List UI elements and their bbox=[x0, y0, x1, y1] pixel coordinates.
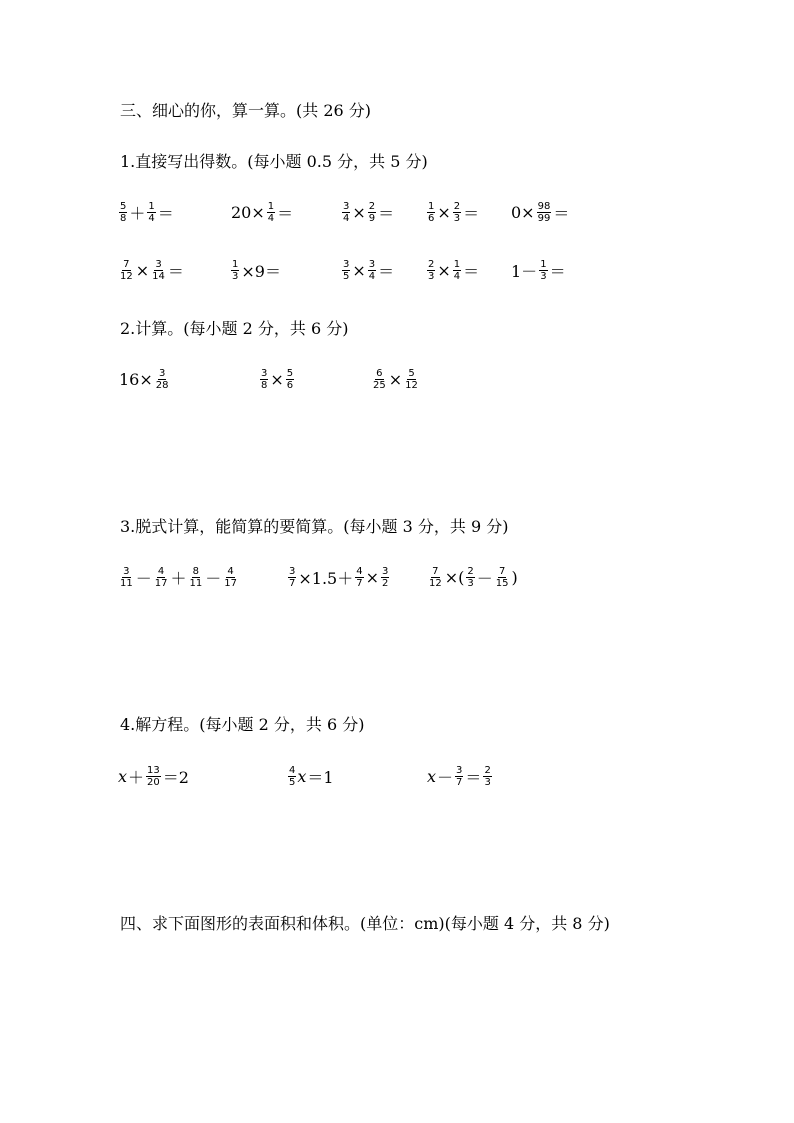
q1-row1-item-4 bbox=[426, 195, 480, 229]
fraction bbox=[342, 259, 350, 282]
denominator: 25 bbox=[373, 379, 386, 391]
numerator: 3 bbox=[456, 764, 463, 776]
operator-text: ＝ bbox=[553, 203, 570, 223]
q2-item-3 bbox=[371, 362, 420, 396]
numerator: 6 bbox=[376, 367, 383, 379]
operator-text: － bbox=[476, 568, 493, 588]
denominator: 99 bbox=[537, 212, 551, 224]
numerator: 2 bbox=[368, 200, 376, 212]
operator-text: × bbox=[437, 260, 451, 280]
fraction bbox=[146, 765, 161, 788]
fraction bbox=[288, 566, 296, 589]
q4-item-1 bbox=[118, 759, 190, 793]
operator-text: 20× bbox=[231, 202, 265, 222]
fraction bbox=[260, 368, 268, 391]
variable: x bbox=[427, 766, 437, 786]
numerator: 2 bbox=[428, 258, 435, 270]
operator-text: ＝ bbox=[463, 261, 480, 281]
denominator: 3 bbox=[428, 270, 435, 282]
q3-title: 3.脱式计算，能简算的要简算。(每小题 3 分，共 9 分) bbox=[120, 517, 509, 536]
fraction bbox=[368, 201, 376, 224]
operator-text: ＝ bbox=[157, 203, 174, 223]
numerator: 3 bbox=[289, 565, 296, 577]
denominator: 4 bbox=[148, 212, 155, 224]
numerator: 3 bbox=[158, 367, 166, 379]
numerator: 5 bbox=[408, 367, 415, 379]
fraction bbox=[428, 566, 443, 589]
denominator: 4 bbox=[343, 212, 350, 224]
denominator: 3 bbox=[453, 212, 461, 224]
operator-text: × bbox=[437, 202, 451, 222]
operator-text: × bbox=[270, 369, 284, 389]
numerator: 3 bbox=[343, 258, 350, 270]
denominator: 17 bbox=[224, 577, 237, 589]
denominator: 8 bbox=[120, 212, 127, 224]
denominator: 2 bbox=[382, 577, 389, 589]
denominator: 6 bbox=[286, 379, 294, 391]
operator-text: 1－ bbox=[511, 261, 538, 281]
operator-text: 0× bbox=[511, 202, 535, 222]
q1-row1-item-5 bbox=[510, 195, 570, 229]
operator-text: ×( bbox=[444, 567, 465, 587]
operator-text: ＝2 bbox=[162, 767, 189, 787]
operator-text: ＝1 bbox=[307, 767, 334, 787]
numerator: 13 bbox=[147, 764, 160, 776]
fraction bbox=[453, 201, 461, 224]
denominator: 12 bbox=[429, 577, 442, 589]
operator-text: ＝ bbox=[167, 261, 184, 281]
denominator: 17 bbox=[154, 577, 168, 589]
numerator: 4 bbox=[289, 764, 296, 776]
denominator: 9 bbox=[368, 212, 376, 224]
q1-row2-item-2 bbox=[230, 253, 282, 287]
q2-item-1 bbox=[118, 362, 171, 396]
fraction bbox=[372, 368, 387, 391]
operator-text: × bbox=[388, 369, 403, 389]
denominator: 5 bbox=[343, 270, 350, 282]
q1-row1-item-3 bbox=[341, 195, 395, 229]
fraction bbox=[537, 201, 552, 224]
fraction bbox=[404, 368, 419, 391]
operator-text: ＝ bbox=[378, 203, 395, 223]
denominator: 11 bbox=[120, 577, 133, 589]
operator-text: ＋ bbox=[129, 203, 146, 223]
numerator: 98 bbox=[537, 200, 551, 212]
denominator: 7 bbox=[289, 577, 296, 589]
fraction bbox=[453, 259, 461, 282]
denominator: 7 bbox=[456, 776, 463, 788]
operator-text: ＝ bbox=[549, 261, 566, 281]
numerator: 2 bbox=[467, 565, 474, 577]
section4-title: 四、求下面图形的表面积和体积。(单位：cm)(每小题 4 分，共 8 分) bbox=[120, 914, 610, 933]
fraction bbox=[355, 566, 363, 589]
numerator: 1 bbox=[232, 258, 239, 270]
numerator: 8 bbox=[192, 565, 200, 577]
operator-text: ＝ bbox=[277, 203, 294, 223]
numerator: 1 bbox=[148, 200, 155, 212]
fraction bbox=[455, 765, 463, 788]
numerator: 3 bbox=[343, 200, 350, 212]
fraction bbox=[288, 765, 296, 788]
numerator: 1 bbox=[267, 200, 275, 212]
numerator: 5 bbox=[286, 367, 294, 379]
q1-row2-item-4 bbox=[426, 253, 480, 287]
fraction bbox=[147, 201, 155, 224]
section3-title: 三、细心的你，算一算。(共 26 分) bbox=[120, 101, 372, 120]
operator-text: － bbox=[135, 568, 152, 588]
operator-text: ＋ bbox=[128, 767, 145, 787]
denominator: 3 bbox=[484, 776, 491, 788]
fraction bbox=[495, 566, 510, 589]
numerator: 1 bbox=[428, 200, 435, 212]
denominator: 3 bbox=[232, 270, 239, 282]
fraction bbox=[189, 566, 204, 589]
fraction bbox=[119, 201, 127, 224]
denominator: 4 bbox=[267, 212, 275, 224]
operator-text: ＝ bbox=[378, 261, 395, 281]
denominator: 14 bbox=[152, 270, 165, 282]
operator-text: × bbox=[352, 260, 366, 280]
q1-row2-item-1 bbox=[118, 253, 185, 287]
denominator: 28 bbox=[155, 379, 169, 391]
variable: x bbox=[118, 766, 128, 786]
q2-title: 2.计算。(每小题 2 分，共 6 分) bbox=[120, 319, 349, 338]
q1-title: 1.直接写出得数。(每小题 0.5 分，共 5 分) bbox=[120, 152, 428, 171]
numerator: 4 bbox=[227, 565, 234, 577]
denominator: 6 bbox=[428, 212, 435, 224]
denominator: 12 bbox=[405, 379, 418, 391]
fraction bbox=[119, 259, 134, 282]
numerator: 3 bbox=[123, 565, 130, 577]
denominator: 8 bbox=[261, 379, 268, 391]
q1-row2-item-3 bbox=[341, 253, 395, 287]
q1-row2-item-5 bbox=[510, 253, 567, 287]
numerator: 1 bbox=[540, 258, 547, 270]
q2-item-2 bbox=[259, 362, 295, 396]
numerator: 4 bbox=[356, 565, 363, 577]
operator-text: ＋ bbox=[170, 568, 187, 588]
q3-item-3 bbox=[427, 560, 519, 594]
denominator: 3 bbox=[467, 577, 474, 589]
denominator: 4 bbox=[453, 270, 461, 282]
fraction bbox=[427, 259, 435, 282]
numerator: 3 bbox=[155, 258, 162, 270]
fraction bbox=[466, 566, 474, 589]
q3-item-2 bbox=[287, 560, 390, 594]
fraction bbox=[483, 765, 491, 788]
operator-text: 16× bbox=[119, 369, 153, 389]
variable: x bbox=[297, 766, 307, 786]
q1-row1-item-2 bbox=[230, 195, 294, 229]
fraction bbox=[342, 201, 350, 224]
operator-text: ＝ bbox=[465, 767, 482, 787]
fraction bbox=[368, 259, 376, 282]
numerator: 3 bbox=[261, 367, 268, 379]
operator-text: × bbox=[135, 260, 150, 280]
denominator: 5 bbox=[289, 776, 296, 788]
fraction bbox=[154, 566, 169, 589]
q4-item-3 bbox=[427, 759, 493, 793]
fraction bbox=[427, 201, 435, 224]
denominator: 3 bbox=[540, 270, 547, 282]
fraction bbox=[223, 566, 238, 589]
fraction bbox=[286, 368, 294, 391]
operator-text: × bbox=[365, 567, 380, 587]
denominator: 4 bbox=[368, 270, 376, 282]
q3-item-1 bbox=[118, 560, 239, 594]
q4-item-2 bbox=[287, 759, 335, 793]
operator-text: － bbox=[437, 767, 454, 787]
numerator: 3 bbox=[382, 565, 389, 577]
fraction bbox=[267, 201, 275, 224]
fraction bbox=[155, 368, 170, 391]
denominator: 11 bbox=[189, 577, 203, 589]
q4-title: 4.解方程。(每小题 2 分，共 6 分) bbox=[120, 715, 365, 734]
fraction bbox=[381, 566, 389, 589]
numerator: 7 bbox=[498, 565, 506, 577]
numerator: 2 bbox=[484, 764, 491, 776]
numerator: 7 bbox=[432, 565, 439, 577]
q1-row1-item-1 bbox=[118, 195, 175, 229]
operator-text: ×9＝ bbox=[241, 261, 281, 281]
numerator: 1 bbox=[453, 258, 461, 270]
fraction bbox=[151, 259, 166, 282]
fraction bbox=[119, 566, 134, 589]
operator-text: － bbox=[205, 568, 222, 588]
denominator: 20 bbox=[147, 776, 160, 788]
numerator: 5 bbox=[120, 200, 127, 212]
operator-text: ＝ bbox=[463, 203, 480, 223]
operator-text: × bbox=[352, 202, 366, 222]
numerator: 3 bbox=[368, 258, 376, 270]
fraction bbox=[539, 259, 547, 282]
operator-text: ) bbox=[511, 567, 518, 587]
numerator: 7 bbox=[123, 258, 130, 270]
numerator: 4 bbox=[157, 565, 165, 577]
operator-text: ×1.5＋ bbox=[298, 568, 354, 588]
denominator: 12 bbox=[120, 270, 133, 282]
denominator: 15 bbox=[495, 577, 509, 589]
numerator: 2 bbox=[453, 200, 461, 212]
denominator: 7 bbox=[356, 577, 363, 589]
fraction bbox=[231, 259, 239, 282]
